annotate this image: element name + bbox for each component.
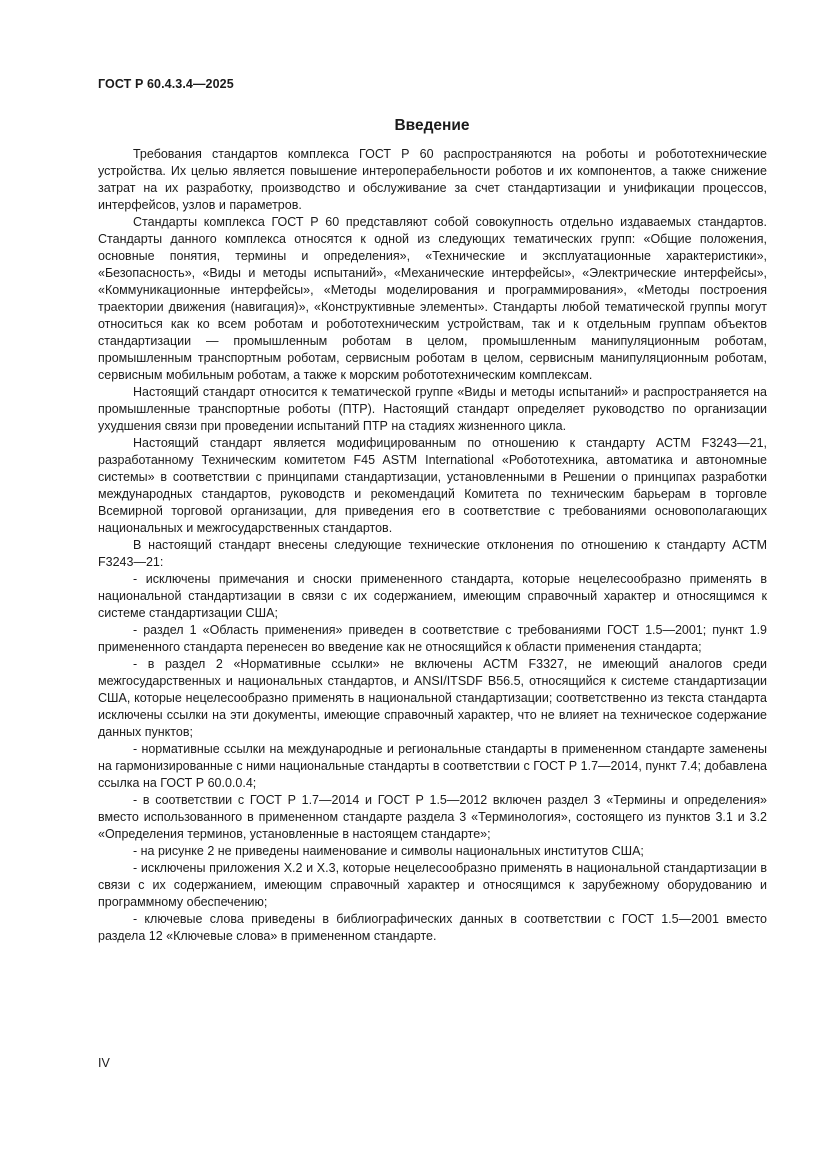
list-item: - в раздел 2 «Нормативные ссылки» не включены АСТМ F3327, не имеющий аналогов среди межгосударственных и национальных стандартов, и ANSI/ITSDF B56.5, относящийся к системе стандартизации США, которые нецелесообразно применять в национальной стандартизации; соответственно из текста стандарта исключены ссылки на эти документы, имеющие справочный характер, что не влияет на техническое содержание данных пунктов; [98, 657, 767, 739]
paragraph: Настоящий стандарт является модифицированным по отношению к стандарту АСТМ F3243—21, разработанному Техническим комитетом F45 ASTM International «Робототехника, автоматика и автономные системы» в соответствии с принципами стандартизации, установленными в Решении о принципах разработки международных стандартов, руководств и рекомендаций Комитета по техническим барьерам в торговле Всемирной торговой организации, для приведения его в соответствие с требованиями основополагающих национальных и межгосударственных стандартов. [98, 436, 767, 535]
list-item: - нормативные ссылки на международные и региональные стандарты в примененном стандарте заменены на гармонизированные с ними национальные стандарты в соответствии с ГОСТ Р 1.7—2014, пункт 7.4; добавлена ссылка на ГОСТ Р 60.0.0.4; [98, 742, 767, 790]
list-item: - на рисунке 2 не приведены наименование и символы национальных институтов США; [133, 844, 644, 858]
list-item: - исключены приложения Х.2 и Х.3, которые нецелесообразно применять в национальной стандартизации в связи с их содержанием, имеющим справочный характер и относящимся к зарубежному оборудованию и программному обеспечению; [98, 861, 767, 909]
list-item: - исключены примечания и сноски примененного стандарта, которые нецелесообразно применять в национальной стандартизации в связи с их содержанием, имеющим справочный характер и относящимся к системе стандартизации США; [98, 572, 767, 620]
list-item: - ключевые слова приведены в библиографических данных в соответствии с ГОСТ 1.5—2001 вместо раздела 12 «Ключевые слова» в примененном стандарте. [98, 912, 767, 943]
paragraph: Стандарты комплекса ГОСТ Р 60 представляют собой совокупность отдельно издаваемых стандартов. Стандарты данного комплекса относятся к одной из следующих тематических групп: «Общие положения, основные понятия, термины и определения», «Технические и эксплуатационные характеристики», «Безопасность», «Виды и методы испытаний», «Механические интерфейсы», «Электрические интерфейсы», «Коммуникационные интерфейсы», «Методы моделирования и программирования», «Методы построения траектории движения (навигация)», «Конструктивные элементы». Стандарты любой тематической группы могут относиться как ко всем роботам и робототехническим устройствам, так и к отдельным группам объектов стандартизации — промышленным роботам в целом, промышленным манипуляционным роботам, промышленным транспортным роботам, сервисным роботам в целом, сервисным манипуляционным роботам, сервисным мобильным роботам, а также к морским робототехническим комплексам. [98, 215, 767, 382]
section-title: Введение [394, 117, 470, 134]
paragraph: В настоящий стандарт внесены следующие технические отклонения по отношению к стандарту АСТМ F3243—21: [98, 538, 767, 569]
page-number: IV [98, 1056, 110, 1070]
body-text [98, 146, 767, 945]
paragraph: Требования стандартов комплекса ГОСТ Р 60 распространяются на роботы и робототехнические устройства. Их целью является повышение интероперабельности роботов и их компонентов, а также снижение затрат на их разработку, производство и обслуживание за счет стандартизации и унификации процессов, интерфейсов, узлов и параметров. [98, 147, 767, 212]
document-header: ГОСТ Р 60.4.3.4—2025 [98, 77, 234, 91]
list-item: - в соответствии с ГОСТ Р 1.7—2014 и ГОСТ Р 1.5—2012 включен раздел 3 «Термины и определения» вместо использованного в примененном стандарте раздела 3 «Терминология», состоящего из пунктов 3.1 и 3.2 «Определения терминов, установленные в настоящем стандарте»; [98, 793, 767, 841]
paragraph: Настоящий стандарт относится к тематической группе «Виды и методы испытаний» и распространяется на промышленные транспортные роботы (ПТР). Настоящий стандарт определяет руководство по организации ухудшения связи при проведении испытаний ПТР на стадиях жизненного цикла. [98, 385, 767, 433]
list-item: - раздел 1 «Область применения» приведен в соответствие с требованиями ГОСТ 1.5—2001; пункт 1.9 примененного стандарта перенесен во введение как не относящийся к области применения стандарта; [98, 623, 767, 654]
